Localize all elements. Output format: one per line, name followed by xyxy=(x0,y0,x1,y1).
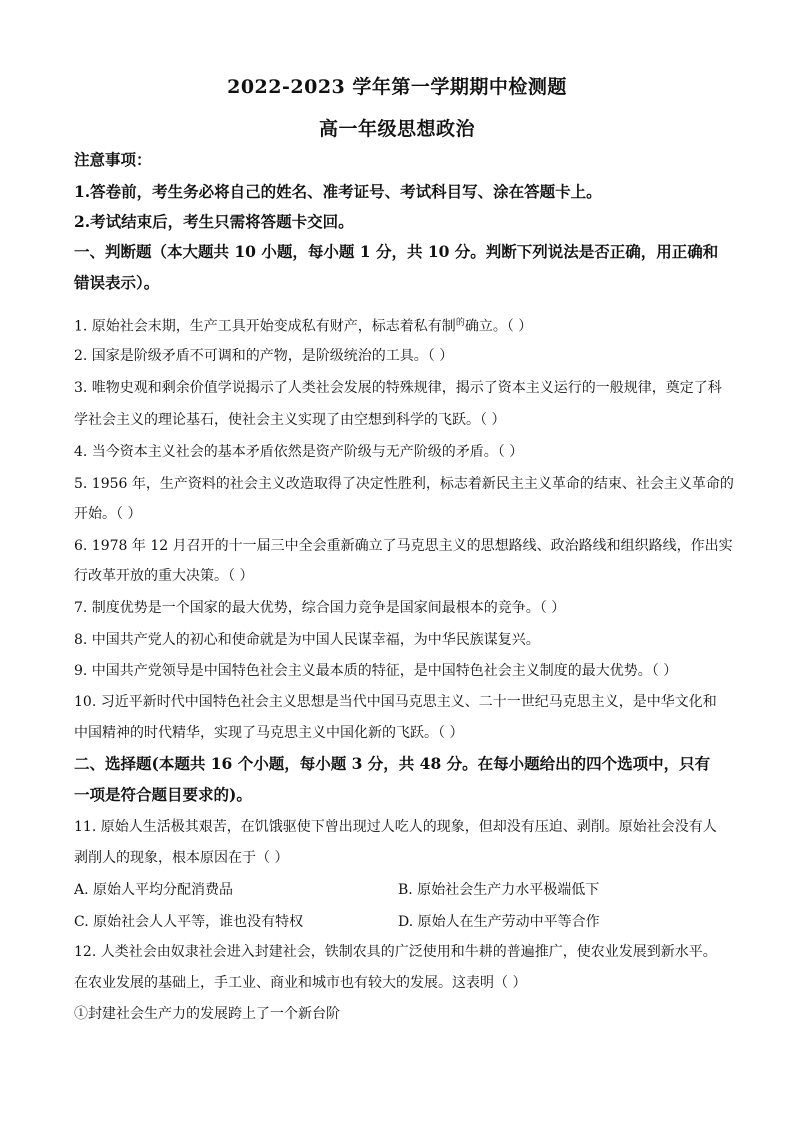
question-11-cont: 剥削人的现象，根本原因在于（ ） xyxy=(74,850,289,866)
question-9: 9. 中国共产党领导是中国特色社会主义最本质的特征，是中国特色社会主义制度的最大优势。（ ） xyxy=(74,663,678,679)
question-4: 4. 当今资本主义社会的基本矛盾依然是资产阶级与无产阶级的矛盾。（ ） xyxy=(74,444,524,460)
notice-item-2: 2.考试结束后，考生只需将答题卡交回。 xyxy=(74,212,354,231)
question-11-option-d: D. 原始人在生产劳动中平等合作 xyxy=(398,914,600,930)
notice-heading: 注意事项： xyxy=(74,150,152,169)
question-12: 12. 人类社会由奴隶社会进入封建社会，铁制农具的广泛使用和牛耕的普遍推广，使农业发展到新水平。 xyxy=(74,944,717,960)
question-11-option-a: A. 原始人平均分配消费品 xyxy=(74,882,234,898)
question-6: 6. 1978 年 12 月召开的十一届三中全会重新确立了马克思主义的思想路线、政治路线和组织路线，作出实 xyxy=(74,538,733,554)
question-5-cont: 开始。（ ） xyxy=(74,506,142,522)
part1-heading: 一、判断题（本大题共 10 小题，每小题 1 分，共 10 分。判断下列说法是否正确，用正确和 xyxy=(74,242,719,261)
exam-subtitle: 高一年级思想政治 xyxy=(318,118,475,140)
question-3: 3. 唯物史观和剩余价值学说揭示了人类社会发展的特殊规律，揭示了资本主义运行的一般规律，奠定了科 xyxy=(74,380,722,396)
part1-heading-cont: 错误表示）。 xyxy=(74,273,160,292)
notice-item-1: 1.答卷前，考生务必将自己的姓名、准考证号、考试科目写、涂在答题卡上。 xyxy=(74,182,602,201)
question-2: 2. 国家是阶级矛盾不可调和的产物，是阶级统治的工具。（ ） xyxy=(74,348,454,364)
question-12-statement-1: ①封建社会生产力的发展跨上了一个新台阶 xyxy=(74,1006,340,1022)
question-3-cont: 学社会主义的理论基石，使社会主义实现了由空想到科学的飞跃。（ ） xyxy=(74,412,506,428)
question-10: 10. 习近平新时代中国特色社会主义思想是当代中国马克思主义、二十一世纪马克思主义，是中华文化和 xyxy=(74,694,717,710)
question-5: 5. 1956 年，生产资料的社会主义改造取得了决定性胜利，标志着新民主主义革命的结束、社会主义革命的 xyxy=(74,476,734,492)
question-1 xyxy=(74,313,724,337)
part2-heading: 二、选择题(本题共 16 个小题，每小题 3 分，共 48 分。在每小题给出的四个选项中，只有 xyxy=(74,754,711,773)
question-7: 7. 制度优势是一个国家的最大优势，综合国力竞争是国家间最根本的竞争。（ ） xyxy=(74,600,566,616)
question-1-text: 1. 原始社会末期，生产工具开始变成私有财产，标志着私有制 xyxy=(74,318,456,335)
question-8: 8. 中国共产党人的初心和使命就是为中国人民谋幸福，为中华民族谋复兴。 xyxy=(74,632,540,648)
question-11-option-c: C. 原始社会人人平等，谁也没有特权 xyxy=(74,914,304,930)
exam-title: 2022-2023 学年第一学期期中检测题 xyxy=(227,76,567,98)
question-12-cont: 在农业发展的基础上，手工业、商业和城市也有较大的发展。这表明（ ） xyxy=(74,975,527,991)
question-11: 11. 原始人生活极其艰苦，在饥饿驱使下曾出现过人吃人的现象，但却没有压迫、剥削。原始社会没有人 xyxy=(74,819,717,835)
question-6-cont: 行改革开放的重大决策。（ ） xyxy=(74,568,254,584)
question-1-tail: 确立。（ ） xyxy=(464,318,533,335)
question-11-option-b: B. 原始社会生产力水平极端低下 xyxy=(398,882,600,898)
question-10-cont: 中国精神的时代精华，实现了马克思主义中国化新的飞跃。（ ） xyxy=(74,725,464,741)
question-1-sup: 的 xyxy=(455,318,465,328)
part2-heading-cont: 一项是符合题目要求的)。 xyxy=(74,785,252,804)
